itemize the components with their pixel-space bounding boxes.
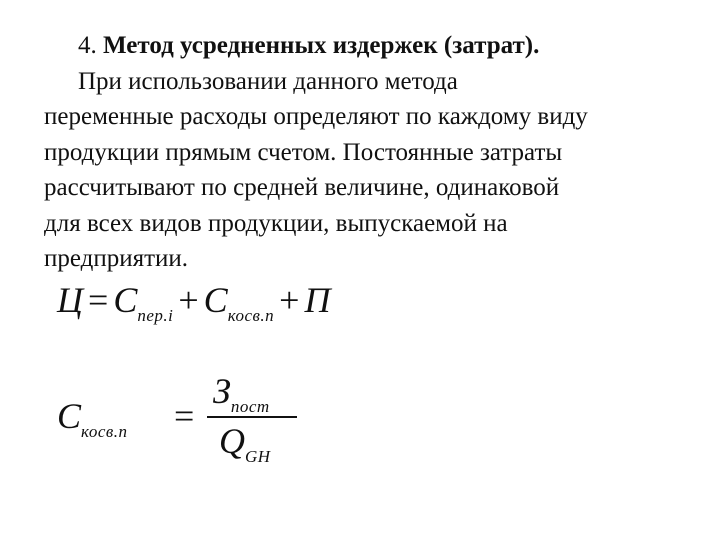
- fixed-cost-subscript: пост: [230, 397, 270, 416]
- variable-cost-subscript: пер.i: [137, 306, 174, 325]
- fraction-bar: [207, 416, 297, 418]
- paragraph-line: предприятии.: [44, 245, 189, 272]
- indirect-cost-lhs: [57, 395, 128, 441]
- plus-sign: +: [279, 280, 300, 320]
- heading-title: Метод усредненных издержек (затрат).: [103, 32, 540, 59]
- indirect-cost-symbol: С: [203, 280, 228, 320]
- output-volume-symbol: Q: [219, 421, 245, 461]
- equals-sign: =: [174, 396, 195, 436]
- price-symbol: Ц: [57, 280, 83, 320]
- paragraph-line: рассчитывают по средней величине, одинаковой: [44, 174, 560, 201]
- price-formula: [57, 278, 330, 329]
- text-block: [44, 28, 674, 277]
- equals-sign: =: [88, 280, 109, 320]
- heading-number: 4.: [78, 32, 97, 59]
- heading-line: [44, 28, 674, 64]
- fixed-cost-symbol: З: [213, 371, 231, 411]
- variable-cost-symbol: С: [113, 280, 138, 320]
- fraction: [205, 370, 301, 470]
- paragraph-line: При использовании данного метода: [78, 67, 458, 95]
- indirect-cost-subscript: косв.п: [227, 306, 275, 325]
- fraction-denominator: [219, 420, 271, 466]
- indirect-cost-symbol: С: [57, 396, 82, 436]
- fraction-numerator: [213, 370, 270, 416]
- paragraph-line: переменные расходы определяют по каждому виду: [44, 103, 588, 130]
- paragraph-line: для всех видов продукции, выпускаемой на: [44, 209, 508, 237]
- output-volume-subscript: GH: [245, 447, 271, 466]
- plus-sign: +: [178, 280, 199, 320]
- paragraph-line: продукции прямым счетом. Постоянные затраты: [44, 138, 563, 166]
- indirect-cost-subscript: косв.п: [81, 422, 128, 441]
- profit-symbol: П: [304, 280, 331, 320]
